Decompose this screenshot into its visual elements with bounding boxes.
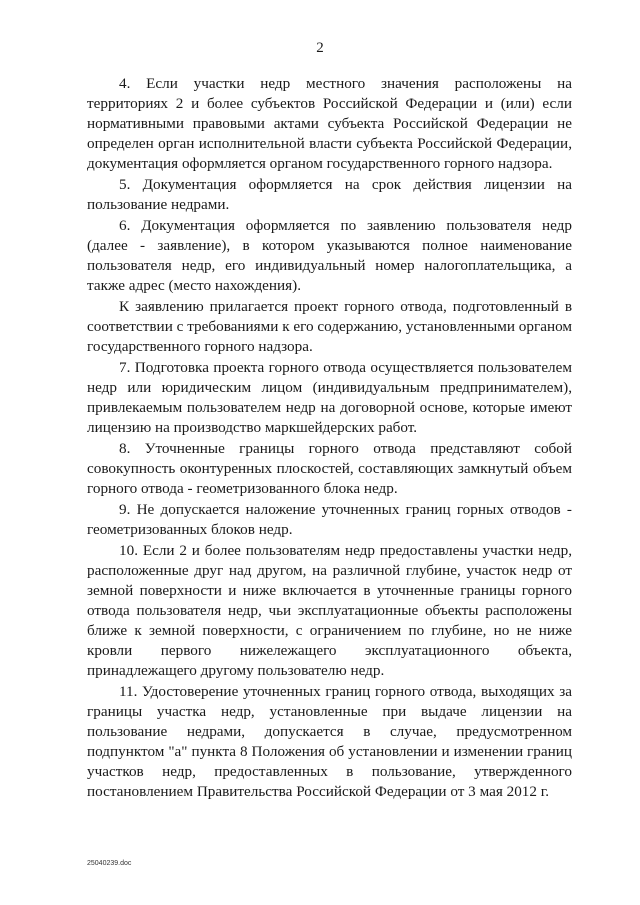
paragraph-9: 9. Не допускается наложение уточненных границ горных отводов - геометризованных блоков недр. [87, 501, 572, 538]
paragraph-6: 6. Документация оформляется по заявлению пользователя недр (далее - заявление), в котором указываются полное наименование пользователя недр, его индивидуальный номер налогоплательщика, а также адрес (место нахождения). [87, 217, 572, 294]
paragraph-7: 7. Подготовка проекта горного отвода осуществляется пользователем недр или юридическим лицом (индивидуальным предпринимателем), привлекаемым пользователем недр на договорной основе, которые имеют лицензию на производство маркшейдерских работ. [87, 359, 572, 436]
document-file-code: 25040239.doc [87, 860, 132, 867]
paragraph-6-attachment: К заявлению прилагается проект горного отвода, подготовленный в соответствии с требованиями к его содержанию, установленными органом государственного горного надзора. [87, 298, 572, 355]
paragraph-11: 11. Удостоверение уточненных границ горного отвода, выходящих за границы участка недр, установленные при выдаче лицензии на пользование недрами, допускается в случае, предусмотренном подпунктом "а" пункта 8 Положения об установлении и изменении границ участков недр, предоставленных в пользование, утвержденного постановлением Правительства Российской Федерации от 3 мая 2012 г. [87, 683, 572, 800]
paragraph-10: 10. Если 2 и более пользователям недр предоставлены участки недр, расположенные друг над другом, на различной глубине, участок недр от земной поверхности и ниже включается в уточненные границы горного отвода пользователя недр, чьи эксплуатационные объекты расположены ближе к земной поверхности, с ограничением по глубине, но не ниже кровли первого нижележащего эксплуатационного объекта, принадлежащего другому пользователю недр. [87, 542, 572, 679]
page-number: 2 [316, 40, 324, 56]
paragraph-4: 4. Если участки недр местного значения расположены на территориях 2 и более субъектов Российской Федерации и (или) если нормативными правовыми актами субъекта Российской Федерации не определен орган исполнительной власти субъекта Российской Федерации, документация оформляется органом государственного горного надзора. [87, 75, 572, 172]
paragraph-5: 5. Документация оформляется на срок действия лицензии на пользование недрами. [87, 176, 572, 213]
document-body [87, 74, 572, 803]
paragraph-8: 8. Уточненные границы горного отвода представляют собой совокупность оконтуренных плоскостей, составляющих замкнутый объем горного отвода - геометризованного блока недр. [87, 440, 572, 497]
